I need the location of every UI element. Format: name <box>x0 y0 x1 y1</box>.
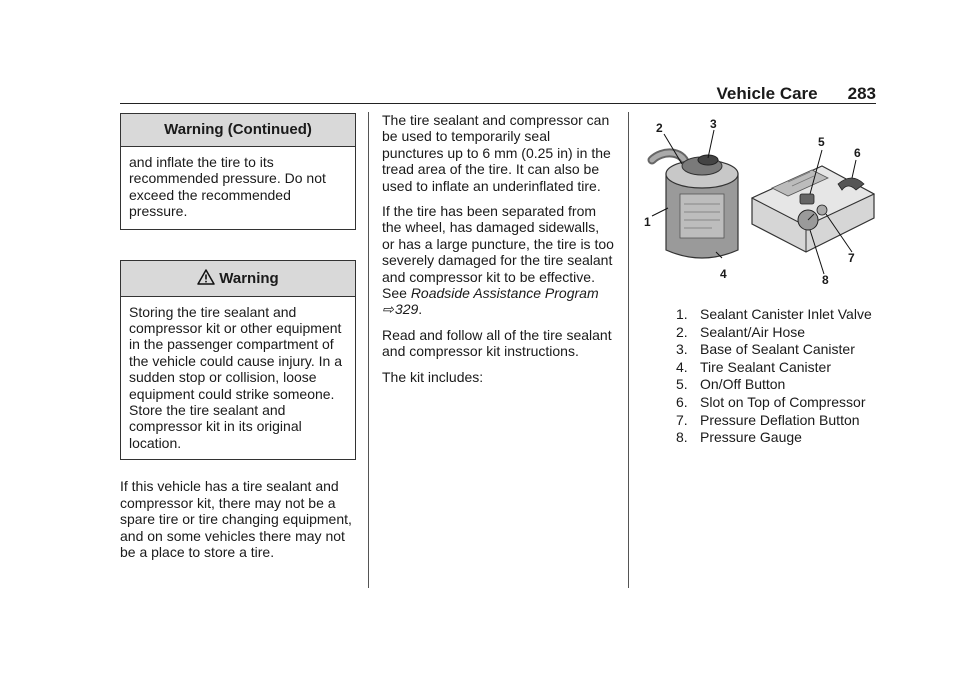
column-divider <box>368 112 369 588</box>
column-3 <box>642 112 882 447</box>
sealant-compressor-kit-illustration <box>642 112 882 284</box>
legend-item: 8. Pressure Gauge <box>676 429 802 446</box>
legend-item: 5. On/Off Button <box>676 376 786 393</box>
column-2 <box>382 112 614 385</box>
body-paragraph: Read and follow all of the tire sealant and compressor kit instructions. <box>382 326 612 360</box>
page-number: 283 <box>847 84 876 103</box>
page-reference[interactable]: ⇨ 329 <box>382 301 419 318</box>
page-reference-number: 329 <box>394 301 419 318</box>
period: . <box>418 301 423 318</box>
warning-continued-text: and inflate the tire to its recommended pressure. Do not exceed the recommended pressure. <box>129 154 326 220</box>
legend-item: 6. Slot on Top of Compressor <box>676 393 866 410</box>
legend-item: 2. Sealant/Air Hose <box>676 323 806 340</box>
body-paragraph <box>382 203 614 318</box>
callout-6: 6 <box>854 146 861 160</box>
callout-8: 8 <box>822 273 829 287</box>
section-title: Vehicle Care <box>716 84 818 103</box>
warning-box <box>120 260 356 461</box>
warning-continued-title: Warning (Continued) <box>121 114 355 147</box>
callout-2: 2 <box>656 121 663 135</box>
callout-4: 4 <box>720 267 727 281</box>
body-text: If the tire has been separated from the wheel, has damaged sidewalls, or has a large puncture, the tire is too severely damaged for the tire sealant and compressor kit to be effective. See <box>382 203 614 302</box>
warning-text: Storing the tire sealant and compressor kit or other equipment in the passenger compartment of the vehicle could cause injury. In a sudden stop or collision, loose equipment could strike someone. Store the tire sealant and compressor kit in its original location. <box>129 303 342 451</box>
callout-7: 7 <box>848 251 855 265</box>
warning-header <box>121 261 355 297</box>
kit-legend <box>676 306 882 446</box>
warning-continued-box <box>120 113 356 230</box>
body-paragraph: The tire sealant and compressor can be used to temporarily seal punctures up to 6 mm (0.25 in) in the tread area of the tire. It can also be used to inflate an underinflated tire. <box>382 112 611 194</box>
warning-title: Warning <box>219 269 279 287</box>
body-paragraph: If this vehicle has a tire sealant and compressor kit, there may not be a spare tire or tire changing equipment, and on some vehicles there may not be a place to store a tire. <box>120 478 352 560</box>
legend-item: 7. Pressure Deflation Button <box>676 411 860 428</box>
column-divider <box>628 112 629 588</box>
callout-1: 1 <box>644 215 651 229</box>
body-paragraph: The kit includes: <box>382 368 484 385</box>
callout-3: 3 <box>710 117 717 131</box>
column-1 <box>120 113 356 560</box>
callout-5: 5 <box>818 135 825 149</box>
header-rule <box>120 103 876 104</box>
legend-item: 4. Tire Sealant Canister <box>676 358 831 375</box>
page-header <box>120 84 876 104</box>
legend-item: 1. Sealant Canister Inlet Valve <box>676 306 872 322</box>
legend-item: 3. Base of Sealant Canister <box>676 341 855 358</box>
cross-reference-link[interactable]: Roadside Assistance Program <box>410 285 599 302</box>
kit-illustration <box>642 112 882 287</box>
warning-triangle-icon <box>197 269 215 285</box>
